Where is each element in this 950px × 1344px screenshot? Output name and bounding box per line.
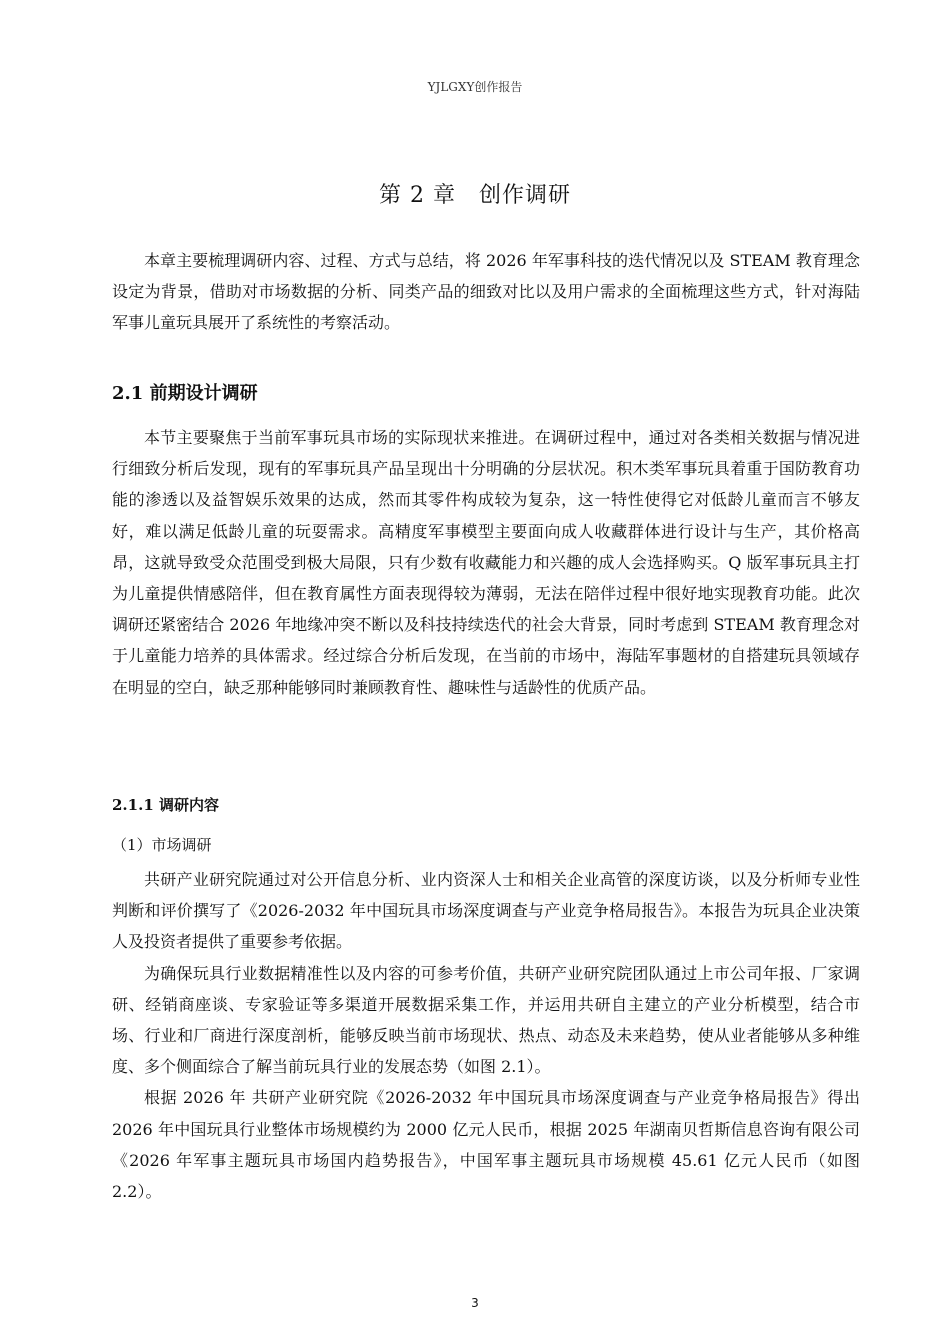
market-paragraph-2: 为确保玩具行业数据精准性以及内容的可参考价值，共研产业研究院团队通过上市公司年报、厂家调研、经销商座谈、专家验证等多渠道开展数据采集工作，并运用共研自主建立的产业分析模型，结合市场、行业和厂商进行深度剖析，能够反映当前市场现状、热点、动态及未来趋势，使从业者能够从多种维度、多个侧面综合了解当前玩具行业的发展态势（如图 2.1）。: [112, 963, 860, 1077]
chapter-intro: [112, 245, 860, 339]
section-2-1-paragraph: 本节主要聚焦于当前军事玩具市场的实际现状来推进。在调研过程中，通过对各类相关数据与情况进行细致分析后发现，现有的军事玩具产品呈现出十分明确的分层状况。积木类军事玩具着重于国防教育功能的渗透以及益智娱乐效果的达成，然而其零件构成较为复杂，这一特性使得它对低龄儿童而言不够友好，难以满足低龄儿童的玩耍需求。高精度军事模型主要面向成人收藏群体进行设计与生产，其价格高昂，这就导致受众范围受到极大局限，只有少数有收藏能力和兴趣的成人会选择购买。Q 版军事玩具主打为儿童提供情感陪伴，但在教育属性方面表现得较为薄弱，无法在陪伴过程中很好地实现教育功能。此次调研还紧密结合 2026 年地缘冲突不断以及科技持续迭代的社会大背景，同时考虑到 STEAM 教育理念对于儿童能力培养的具体需求。经过综合分析后发现，在当前的市场中，海陆军事题材的自搭建玩具领域存在明显的空白，缺乏那种能够同时兼顾教育性、趣味性与适龄性的优质产品。: [112, 428, 860, 697]
subheading-market-research: （1）市场调研: [112, 836, 212, 854]
running-header: YJLGXY创作报告: [427, 80, 523, 94]
section-2-1-body: [112, 422, 860, 703]
page-number: 3: [471, 1296, 479, 1310]
section-heading-2-1-1: 2.1.1 调研内容: [112, 796, 219, 814]
market-research-body: [112, 864, 860, 1207]
intro-paragraph: 本章主要梳理调研内容、过程、方式与总结，将 2026 年军事科技的迭代情况以及 STEAM 教育理念设定为背景，借助对市场数据的分析、同类产品的细致对比以及用户需求的全面梳理这些方式，针对海陆军事儿童玩具展开了系统性的考察活动。: [112, 251, 860, 333]
market-paragraph-1: 共研产业研究院通过对公开信息分析、业内资深人士和相关企业高管的深度访谈，以及分析师专业性判断和评价撰写了《2026-2032 年中国玩具市场深度调查与产业竞争格局报告》。本报告为玩具企业决策人及投资者提供了重要参考依据。: [112, 870, 860, 952]
market-paragraph-3: 根据 2026 年 共研产业研究院《2026-2032 年中国玩具市场深度调查与产业竞争格局报告》得出 2026 年中国玩具行业整体市场规模约为 2000 亿元人民币，根据 2025 年湖南贝哲斯信息咨询有限公司《2026 年军事主题玩具市场国内趋势报告》，中国军事主题玩具市场规模 45.61 亿元人民币（如图 2.2）。: [112, 1088, 860, 1202]
section-heading-2-1: 2.1 前期设计调研: [112, 383, 258, 404]
chapter-title: 第 2 章 创作调研: [379, 183, 571, 208]
